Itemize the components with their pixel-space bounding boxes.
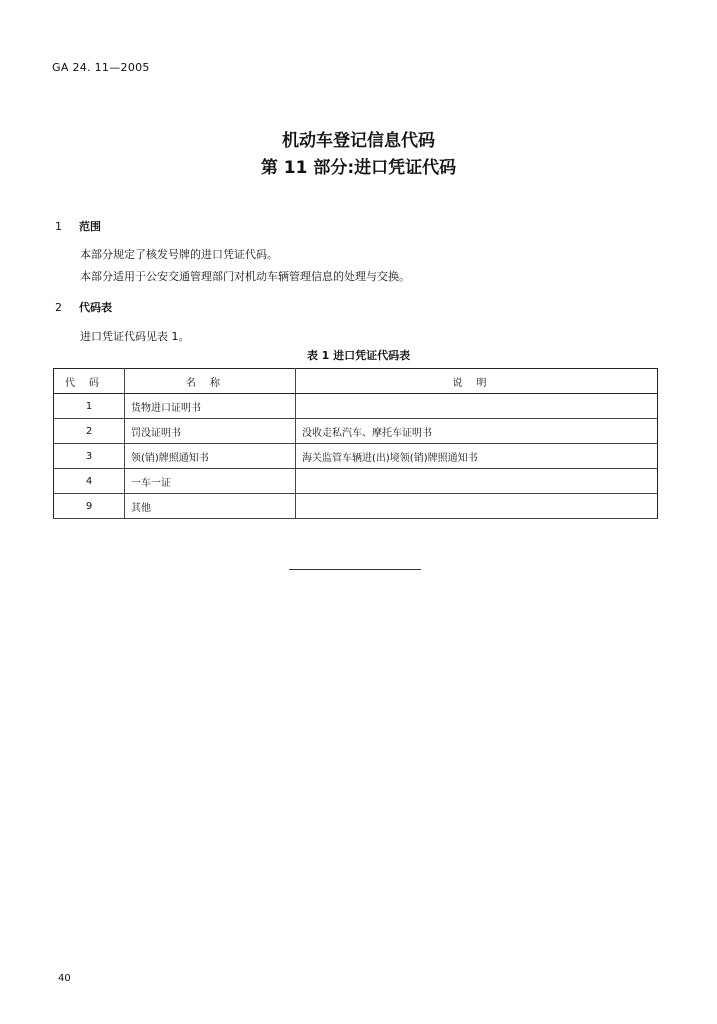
cell-code: 1 (54, 394, 125, 419)
cell-code: 3 (54, 444, 125, 469)
paragraph: 本部分适用于公安交通管理部门对机动车辆管理信息的处理与交换。 (80, 270, 410, 283)
document-subtitle: 第 11 部分:进口凭证代码 (260, 158, 457, 178)
table-header-row (54, 369, 658, 394)
table-row (54, 444, 658, 469)
cell-description (296, 394, 658, 419)
document-title: 机动车登记信息代码 (282, 131, 435, 151)
section-title: 代码表 (79, 301, 112, 314)
page-number: 40 (58, 973, 71, 984)
section-heading-scope (55, 218, 101, 234)
cell-name: 罚没证明书 (125, 419, 296, 444)
table-row (54, 394, 658, 419)
cell-name: 领(销)牌照通知书 (125, 444, 296, 469)
cell-name: 货物进口证明书 (125, 394, 296, 419)
paragraph: 本部分规定了核发号牌的进口凭证代码。 (80, 248, 278, 261)
end-of-text-rule (289, 569, 421, 570)
column-header-name: 名称 (125, 369, 296, 394)
cell-code: 2 (54, 419, 125, 444)
cell-description (296, 494, 658, 519)
column-header-description: 说明 (296, 369, 658, 394)
section-number: 2 (55, 301, 62, 314)
section-number: 1 (55, 220, 62, 233)
table-row (54, 494, 658, 519)
code-table (53, 368, 658, 519)
table-row (54, 419, 658, 444)
cell-name: 一车一证 (125, 469, 296, 494)
cell-code: 4 (54, 469, 125, 494)
table-caption: 表 1 进口凭证代码表 (306, 349, 411, 362)
standard-number: GA 24. 11—2005 (52, 61, 150, 74)
column-header-code: 代码 (54, 369, 125, 394)
cell-name: 其他 (125, 494, 296, 519)
section-title: 范围 (79, 220, 101, 233)
cell-description (296, 469, 658, 494)
cell-description: 海关监管车辆进(出)境领(销)牌照通知书 (296, 444, 658, 469)
cell-code: 9 (54, 494, 125, 519)
table-row (54, 469, 658, 494)
section-heading-code-table (55, 299, 112, 315)
cell-description: 没收走私汽车、摩托车证明书 (296, 419, 658, 444)
paragraph: 进口凭证代码见表 1。 (80, 330, 190, 343)
